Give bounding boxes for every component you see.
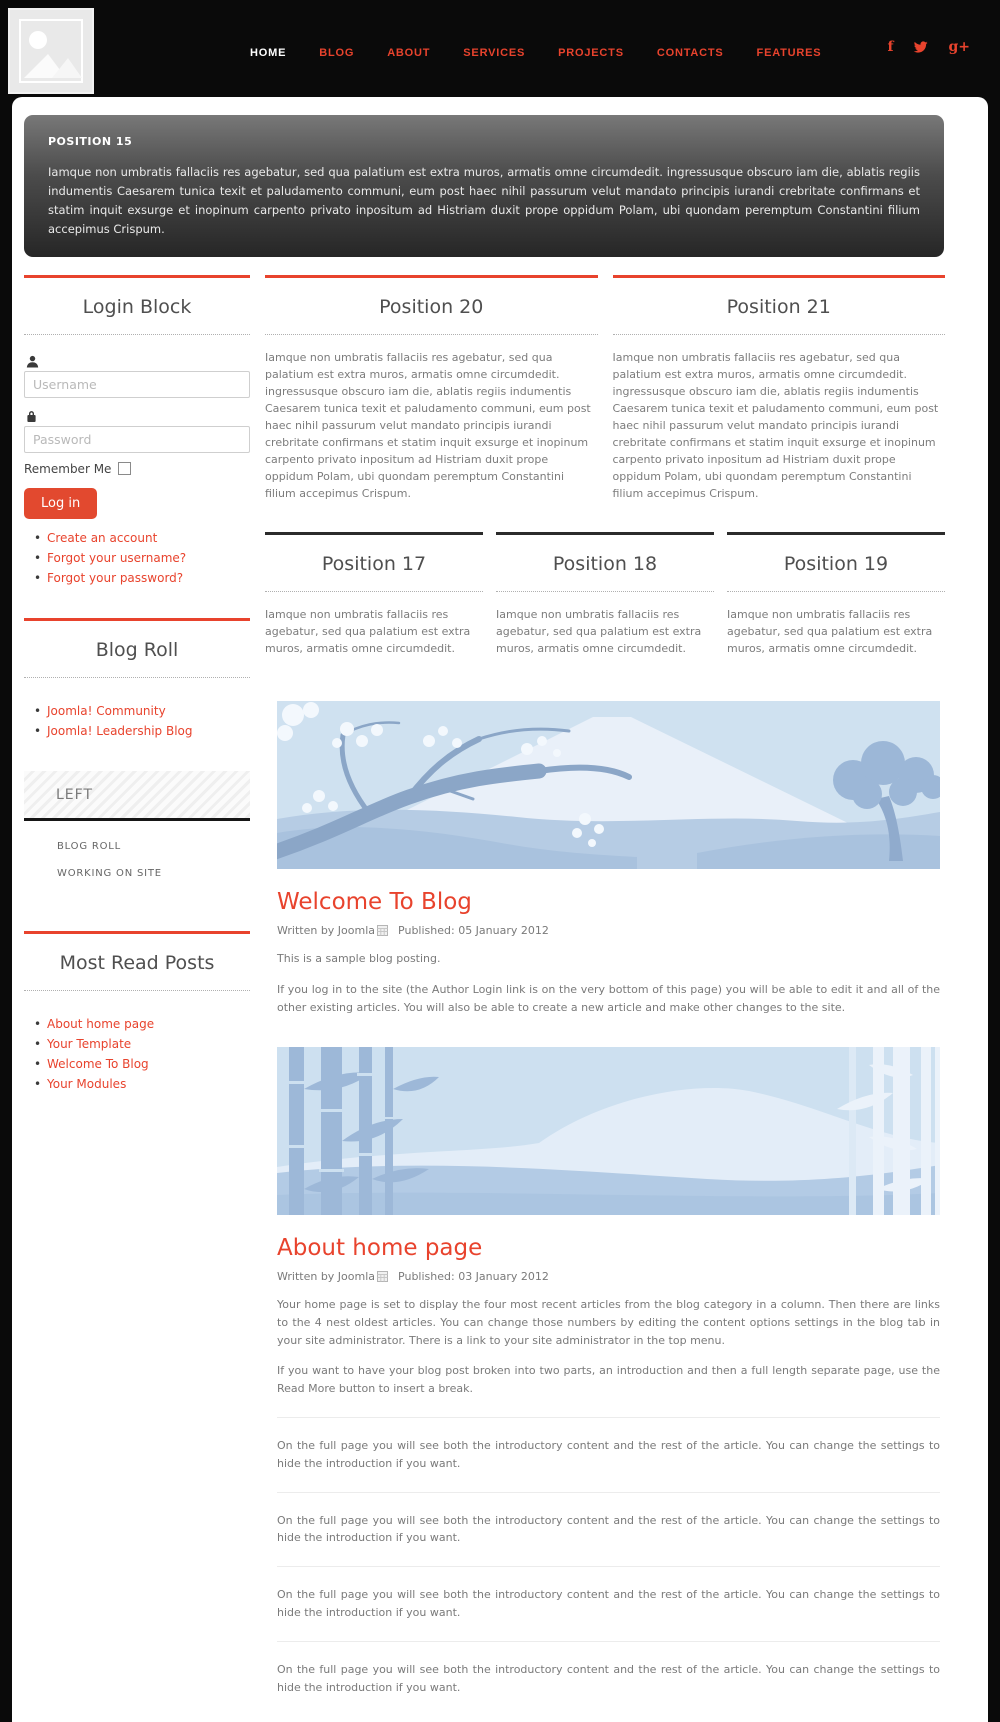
left-menu-item-blog-roll[interactable]: BLOG ROLL <box>57 840 122 852</box>
left-menu-header <box>24 771 250 821</box>
person-icon <box>26 353 250 367</box>
position-18-text: Iamque non umbratis fallaciis res agebatur, sed qua palatium est extra muros, armatis omne circumdedit. <box>496 608 702 656</box>
positions-row-top <box>265 275 945 502</box>
most-read-your-modules[interactable]: Your Modules <box>47 1076 127 1091</box>
create-account-link[interactable]: Create an account <box>47 530 158 545</box>
site-logo[interactable] <box>8 8 94 94</box>
post-meta <box>277 924 945 937</box>
login-block-module <box>24 275 250 586</box>
position-21-title: Position 21 <box>613 296 946 335</box>
position-20-title: Position 20 <box>265 296 598 335</box>
positions-row-bottom <box>265 532 945 657</box>
sidebar <box>24 275 250 1697</box>
post-author: Written by Joomla <box>277 1269 376 1283</box>
post-welcome-to-blog <box>265 701 945 1016</box>
calendar-icon <box>377 925 388 936</box>
most-read-your-template[interactable]: Your Template <box>47 1036 132 1051</box>
post-meta <box>277 1270 945 1283</box>
content-panel <box>12 97 988 1722</box>
post-about-home-page <box>265 1047 945 1697</box>
position-17-text: Iamque non umbratis fallaciis res agebatur, sed qua palatium est extra muros, armatis omne circumdedit. <box>265 608 471 656</box>
post-paragraph: On the full page you will see both the introductory content and the rest of the article. You can change the settings to hide the introduction if you want. <box>277 1662 940 1694</box>
joomla-community-link[interactable]: Joomla! Community <box>47 703 166 718</box>
most-read-posts-module <box>24 931 250 1092</box>
joomla-leadership-link[interactable]: Joomla! Leadership Blog <box>47 723 193 738</box>
remember-me-label: Remember Me <box>24 461 112 476</box>
forgot-username-link[interactable]: Forgot your username? <box>47 550 187 565</box>
most-read-posts-title: Most Read Posts <box>24 952 250 991</box>
post-author: Written by Joomla <box>277 924 376 938</box>
position-20-module <box>265 275 598 502</box>
password-input[interactable] <box>24 426 250 453</box>
nav-item-features[interactable]: FEATURES <box>756 47 822 59</box>
nav-item-blog[interactable]: BLOG <box>319 47 355 59</box>
username-input[interactable] <box>24 371 250 398</box>
position-20-text: Iamque non umbratis fallaciis res agebatur, sed qua palatium est extra muros, armatis omne circumdedit. ingressusque obscuro iam die, ablatis regiis indumentis Caesarem tunica texit et paludamento communi, eum post haec nihil passurum velut mandato principis iurandi crebritate confirmans et statim inquit exsurge et inopinum carpento privato inpositum ad Histriam duxit prope oppidum Polam, ubi quondam peremptum Constantini filium accepimus Crispum. <box>265 350 591 501</box>
main-nav <box>250 41 821 60</box>
left-menu-title: LEFT <box>56 786 94 803</box>
banner-title: POSITION 15 <box>48 135 133 148</box>
site-header <box>0 0 1000 97</box>
post-paragraph-block <box>277 1417 940 1473</box>
position-19-module <box>727 532 945 657</box>
post-paragraph-block <box>277 1566 940 1622</box>
google-plus-icon[interactable]: g+ <box>948 39 970 55</box>
left-menu-item-working-on-site[interactable]: WORKING ON SITE <box>57 867 162 879</box>
post-published: Published: 05 January 2012 <box>398 924 549 938</box>
position-19-text: Iamque non umbratis fallaciis res agebatur, sed qua palatium est extra muros, armatis omne circumdedit. <box>727 608 933 656</box>
post-published: Published: 03 January 2012 <box>398 1269 549 1283</box>
post-title[interactable]: Welcome To Blog <box>277 889 472 916</box>
position-18-title: Position 18 <box>496 553 714 592</box>
post-paragraph: If you log in to the site (the Author Login link is on the very bottom of this page) you will be able to edit it and all of the other existing articles. You will also be able to create a new article and make other changes to the site. <box>277 983 940 1015</box>
login-block-title: Login Block <box>24 296 250 335</box>
facebook-icon[interactable]: f <box>887 39 894 55</box>
login-button[interactable]: Log in <box>24 488 97 519</box>
nav-item-home[interactable]: HOME <box>250 47 287 59</box>
nav-item-projects[interactable]: PROJECTS <box>558 47 624 59</box>
post-paragraph: If you want to have your blog post broken into two parts, an introduction and then a full length separate page, use the Read More button to insert a break. <box>277 1364 940 1396</box>
post-image-fuji-blossom <box>277 701 940 869</box>
social-links <box>887 40 970 54</box>
login-links <box>24 531 250 586</box>
forgot-password-link[interactable]: Forgot your password? <box>47 570 184 585</box>
left-menu-module <box>24 771 250 903</box>
banner-text: Iamque non umbratis fallaciis res agebatur, sed qua palatium est extra muros, armatis omne circumdedit. ingressusque obscuro iam die, ablatis regiis indumentis Caesarem tunica texit et paludamento communi, eum post haec nihil passurum velut mandato principis iurandi crebritate confirmans et statim inquit exsurge et inopinum carpento privato inpositum ad Histriam duxit prope oppidum Polam, ubi quondam peremptum Constantini filium accepimus Crispum. <box>48 165 920 236</box>
most-read-about-home-page[interactable]: About home page <box>47 1016 155 1031</box>
position-21-text: Iamque non umbratis fallaciis res agebatur, sed qua palatium est extra muros, armatis omne circumdedit. ingressusque obscuro iam die, ablatis regiis indumentis Caesarem tunica texit et paludamento communi, eum post haec nihil passurum velut mandato principis iurandi crebritate confirmans et statim inquit exsurge et inopinum carpento privato inpositum ad Histriam duxit prope oppidum Polam, ubi quondam peremptum Constantini filium accepimus Crispum. <box>612 350 939 501</box>
main-content <box>265 275 945 1697</box>
twitter-icon[interactable] <box>913 41 928 54</box>
post-title[interactable]: About home page <box>277 1234 483 1261</box>
position-17-title: Position 17 <box>265 553 483 592</box>
position-17-module <box>265 532 483 657</box>
post-paragraph: On the full page you will see both the introductory content and the rest of the article. You can change the settings to hide the introduction if you want. <box>277 1588 940 1619</box>
image-placeholder-icon <box>10 77 92 96</box>
post-paragraph-block <box>277 1492 940 1548</box>
nav-item-about[interactable]: ABOUT <box>387 47 431 59</box>
post-paragraph: This is a sample blog posting. <box>277 952 441 966</box>
most-read-welcome-to-blog[interactable]: Welcome To Blog <box>47 1056 149 1071</box>
post-paragraph-block <box>277 1641 940 1697</box>
post-paragraph: Your home page is set to display the four most recent articles from the blog category in a column. Then there are links to the 4 nest oldest articles. You can change those numbers by editing the content options settings in the blog tab in your site administrator. There is a link to your site administrator in the top menu. <box>277 1297 940 1347</box>
blog-roll-module <box>24 618 250 739</box>
left-menu-nav <box>24 821 250 903</box>
post-paragraph: On the full page you will see both the introductory content and the rest of the article. You can change the settings to hide the introduction if you want. <box>277 1438 940 1470</box>
remember-me-checkbox[interactable] <box>118 462 131 475</box>
calendar-icon <box>377 1271 388 1282</box>
blog-roll-links <box>24 704 250 739</box>
most-read-links <box>24 1017 250 1092</box>
nav-item-contacts[interactable]: CONTACTS <box>656 47 724 59</box>
position-18-module <box>496 532 714 657</box>
position-19-title: Position 19 <box>727 553 945 592</box>
blog-roll-title: Blog Roll <box>24 639 250 678</box>
banner-position-15 <box>24 115 944 257</box>
lock-icon <box>26 408 250 422</box>
nav-item-services[interactable]: SERVICES <box>463 47 526 59</box>
position-21-module <box>613 275 946 502</box>
post-paragraph: On the full page you will see both the introductory content and the rest of the article. You can change the settings to hide the introduction if you want. <box>277 1513 940 1545</box>
post-image-bamboo <box>277 1047 940 1215</box>
